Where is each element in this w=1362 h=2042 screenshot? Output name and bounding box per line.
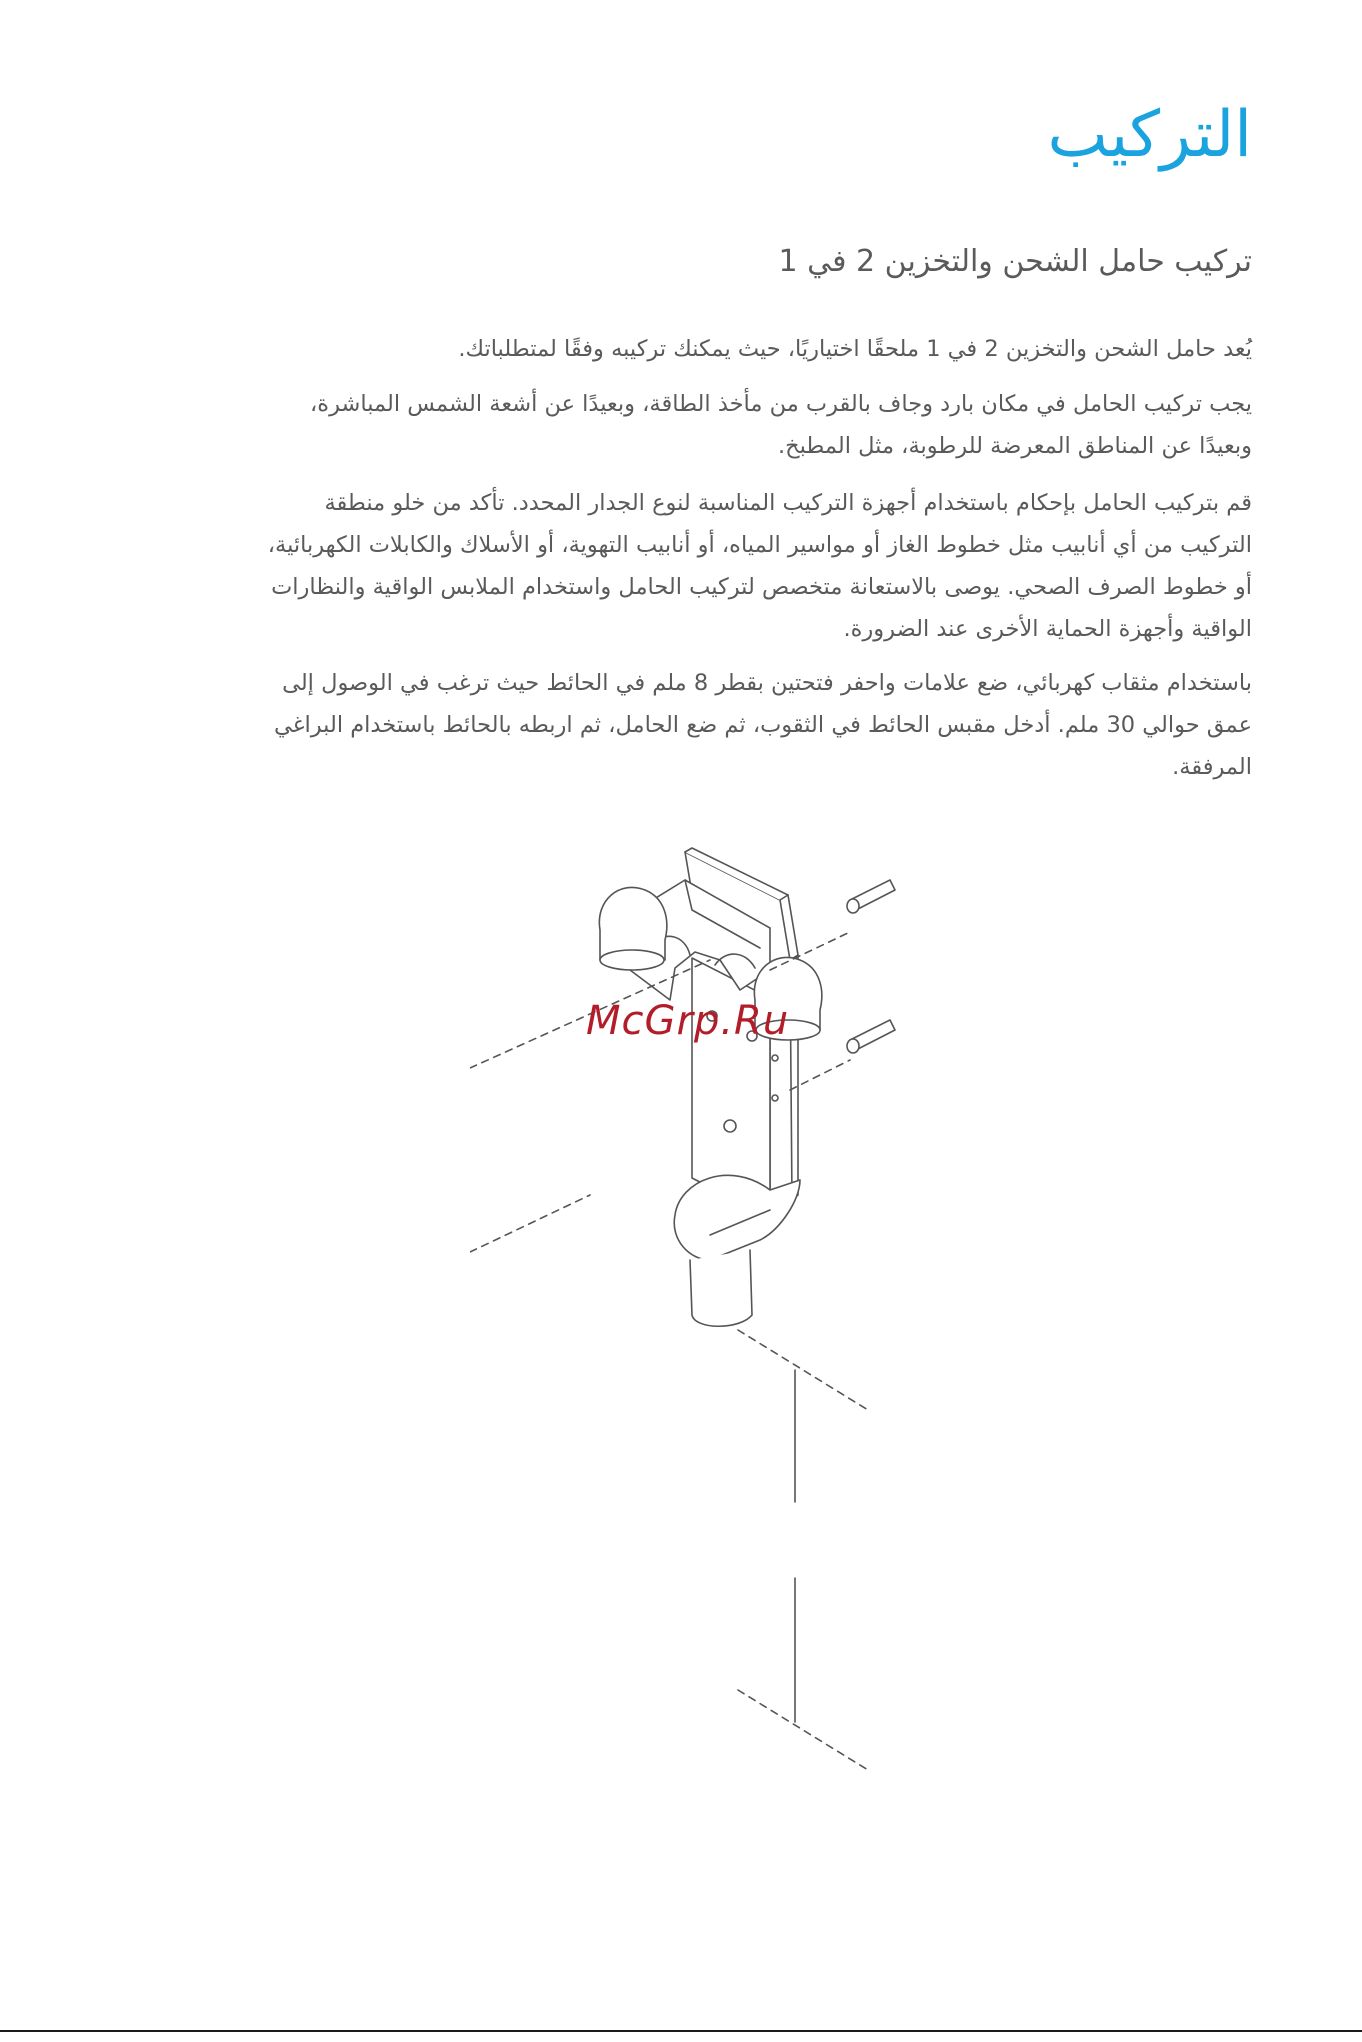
placement-paragraph: يجب تركيب الحامل في مكان بارد وجاف بالقرب من مأخذ الطاقة، وبعيدًا عن أشعة الشمس المباشرة، وبعيدًا عن المناطق المعرضة للرطوبة، مثل المطبخ. <box>310 391 1252 459</box>
mounting-illustration <box>470 840 900 1800</box>
intro-paragraph: يُعد حامل الشحن والتخزين 2 في 1 ملحقًا اختياريًا، حيث يمكنك تركيبه وفقًا لمتطلباتك. <box>458 336 1252 362</box>
safety-paragraph: قم بتركيب الحامل بإحكام باستخدام أجهزة التركيب المناسبة لنوع الجدار المحدد. تأكد من خلو منطقة التركيب من أي أنابيب مثل خطوط الغاز أو مواسير المياه، أو أنابيب التهوية، أو الأسلاك والكابلات الكهربائية، أو خطوط الصرف الصحي. يوصى بالاستعانة متخصص لتركيب الحامل واستخدام الملابس الواقية والنظارات الواقية وأجهزة الحماية الأخرى عند الضرورة. <box>267 490 1252 642</box>
drilling-paragraph: باستخدام مثقاب كهربائي، ضع علامات واحفر فتحتين بقطر 8 ملم في الحائط حيث ترغب في الوصول إلى عمق حوالي 30 ملم. أدخل مقبس الحائط في الثقوب، ثم ضع الحامل، ثم اربطه بالحائط باستخدام البراغي المرفقة. <box>273 670 1252 780</box>
footer-rule <box>0 2030 1362 2032</box>
knob-left <box>599 887 666 970</box>
watermark: McGrp.Ru <box>586 998 790 1044</box>
section-heading: تركيب حامل الشحن والتخزين 2 في 1 <box>778 244 1252 279</box>
wall-anchor-top <box>847 880 895 913</box>
wall-anchor-bottom <box>847 1020 895 1053</box>
guide-lines <box>470 932 868 1770</box>
page-title: التركيب <box>1047 98 1252 172</box>
